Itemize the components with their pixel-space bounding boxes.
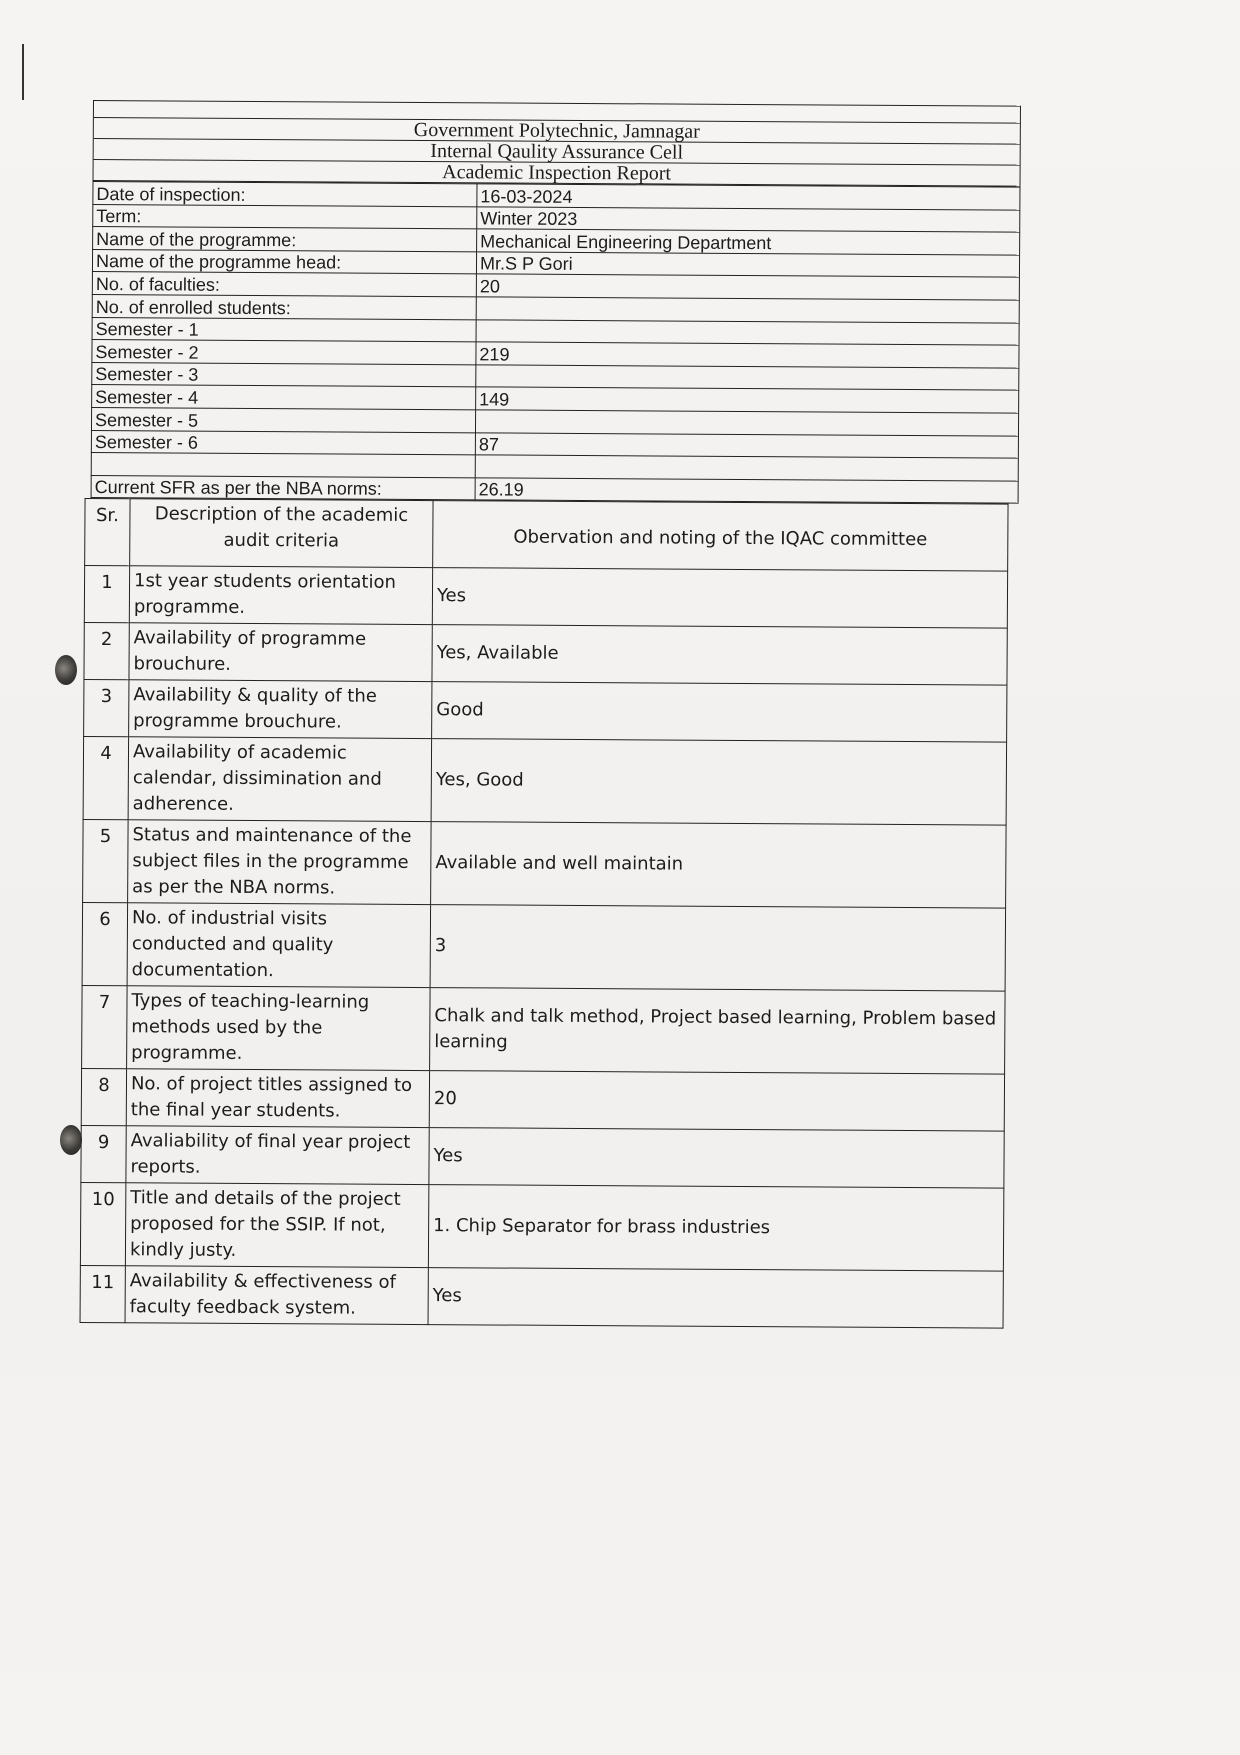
audit-sr: 2 xyxy=(84,623,129,680)
info-label: Semester - 5 xyxy=(91,407,475,432)
info-label: Name of the programme head: xyxy=(92,249,476,274)
audit-observation: Available and well maintain xyxy=(431,822,1006,909)
info-value: Mechanical Engineering Department xyxy=(477,229,1020,255)
audit-description: 1st year students orientation programme. xyxy=(129,566,432,625)
audit-description: Availability of academic calendar, dissimination and adherence. xyxy=(128,737,432,822)
info-value xyxy=(475,410,1018,436)
audit-sr: 1 xyxy=(84,566,129,623)
audit-observation: Chalk and talk method, Project based learning, Problem based learning xyxy=(430,988,1005,1075)
info-value xyxy=(475,455,1018,481)
info-value: 149 xyxy=(476,387,1019,413)
info-label: Name of the programme: xyxy=(93,227,477,252)
info-value xyxy=(476,319,1019,345)
audit-sr: 9 xyxy=(81,1126,126,1183)
audit-row xyxy=(84,566,1007,629)
info-value: 26.19 xyxy=(475,478,1018,504)
description-header: Description of the academic audit criteria xyxy=(130,499,433,568)
inspection-report xyxy=(86,100,1021,1329)
audit-row xyxy=(83,820,1006,909)
sr-header: Sr. xyxy=(85,499,130,566)
info-label: No. of enrolled students: xyxy=(92,294,476,319)
audit-description: Availability of programme brouchure. xyxy=(129,623,432,682)
info-value: Mr.S P Gori xyxy=(476,252,1019,278)
audit-observation: Yes xyxy=(432,568,1007,629)
info-value xyxy=(476,365,1019,391)
info-value: 87 xyxy=(475,432,1018,458)
info-label: No. of faculties: xyxy=(92,272,476,297)
audit-observation: Good xyxy=(432,682,1007,743)
audit-sr: 8 xyxy=(81,1069,126,1126)
punch-hole-top xyxy=(55,655,77,685)
audit-row xyxy=(81,1126,1004,1189)
audit-description: Types of teaching-learning methods used by the programme. xyxy=(127,986,431,1071)
info-value: 16-03-2024 xyxy=(477,184,1020,210)
audit-description: Title and details of the project proposed for the SSIP. If not, kindly justy. xyxy=(125,1183,429,1268)
audit-table xyxy=(80,498,1009,1329)
info-value: 20 xyxy=(476,274,1019,300)
info-label: Semester - 2 xyxy=(92,340,476,365)
audit-observation: 3 xyxy=(430,905,1005,992)
audit-description: No. of project titles assigned to the final year students. xyxy=(126,1069,429,1128)
info-label: Semester - 4 xyxy=(92,385,476,410)
audit-row xyxy=(81,1069,1004,1132)
audit-sr: 7 xyxy=(82,986,128,1069)
audit-description: Avaliability of final year project reports. xyxy=(126,1126,429,1185)
audit-description: Availability & effectiveness of faculty feedback system. xyxy=(125,1266,428,1325)
audit-row xyxy=(80,1183,1003,1272)
info-label: Semester - 6 xyxy=(91,430,475,455)
audit-sr: 6 xyxy=(82,903,128,986)
punch-hole-bottom xyxy=(60,1125,82,1155)
audit-row xyxy=(84,623,1007,686)
audit-row xyxy=(82,903,1005,992)
info-label: Semester - 1 xyxy=(92,317,476,342)
audit-observation: 1. Chip Separator for brass industries xyxy=(428,1185,1003,1272)
report-header xyxy=(93,100,1021,187)
audit-sr: 4 xyxy=(83,737,129,820)
audit-observation: Yes, Good xyxy=(431,739,1006,826)
audit-observation: Yes xyxy=(429,1128,1004,1189)
audit-row xyxy=(84,680,1007,743)
cell-name: Internal Qaulity Assurance Cell xyxy=(94,139,1020,166)
institute-name: Government Polytechnic, Jamnagar xyxy=(94,118,1020,145)
margin-mark xyxy=(22,44,24,100)
audit-sr: 3 xyxy=(84,680,129,737)
info-value: Winter 2023 xyxy=(477,206,1020,232)
audit-row xyxy=(83,737,1006,826)
info-value: 219 xyxy=(476,342,1019,368)
info-label: Term: xyxy=(93,204,477,229)
audit-description: Availability & quality of the programme brouchure. xyxy=(129,680,432,739)
info-label: Semester - 3 xyxy=(92,362,476,387)
info-value xyxy=(476,297,1019,323)
audit-header-row xyxy=(85,499,1008,572)
audit-description: No. of industrial visits conducted and quality documentation. xyxy=(127,903,431,988)
audit-sr: 11 xyxy=(80,1266,125,1323)
info-label xyxy=(91,453,475,478)
info-table xyxy=(91,181,1021,504)
audit-observation: Yes, Available xyxy=(432,625,1007,686)
audit-row xyxy=(82,986,1005,1075)
audit-row xyxy=(80,1266,1003,1329)
observation-header: Obervation and noting of the IQAC committee xyxy=(433,501,1008,572)
audit-sr: 10 xyxy=(80,1183,126,1266)
audit-description: Status and maintenance of the subject files in the programme as per the NBA norms. xyxy=(128,820,432,905)
info-label: Date of inspection: xyxy=(93,182,477,207)
report-title: Academic Inspection Report xyxy=(94,160,1020,187)
info-label: Current SFR as per the NBA norms: xyxy=(91,475,475,500)
audit-sr: 5 xyxy=(83,820,129,903)
audit-observation: Yes xyxy=(428,1268,1003,1329)
audit-observation: 20 xyxy=(429,1071,1004,1132)
